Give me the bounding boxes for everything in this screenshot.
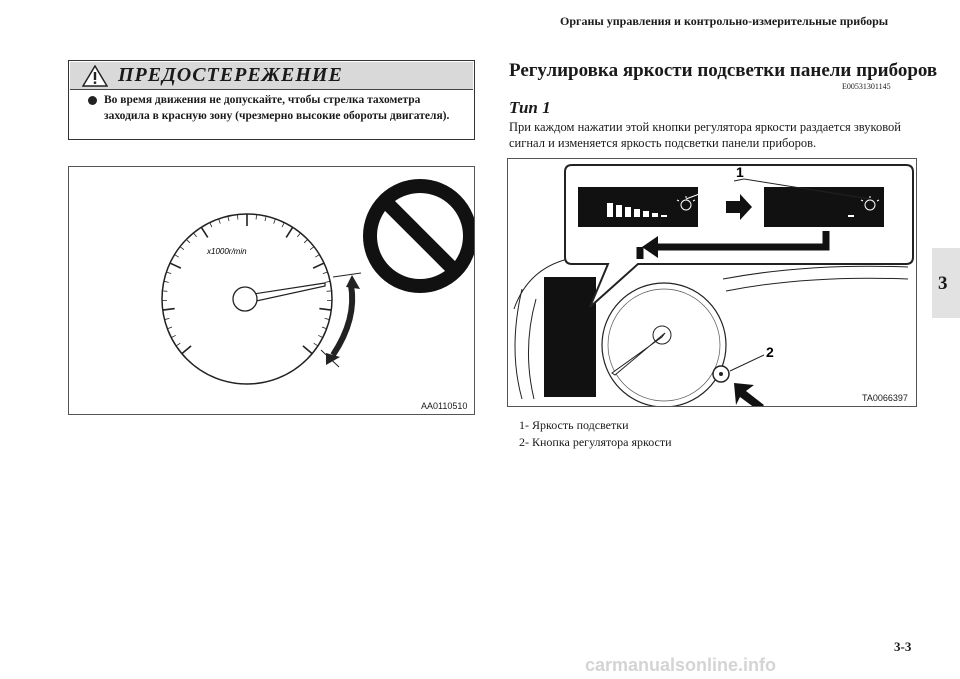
tick-major: [286, 227, 292, 237]
callout-number-1: 1: [736, 164, 744, 180]
tick-minor: [304, 239, 308, 243]
page-number: 3-3: [894, 639, 912, 654]
chapter-tab-label: 3: [938, 273, 948, 294]
needle-hub: [233, 287, 257, 311]
tick-minor: [297, 233, 300, 237]
page-header-title: Органы управления и контрольно-измерительные приборы: [560, 14, 889, 28]
tick-minor: [256, 215, 257, 220]
tick-major: [182, 346, 191, 354]
warning-triangle-icon: [82, 65, 108, 87]
tick-minor: [315, 255, 319, 258]
tick-minor: [325, 281, 330, 282]
display-bright: [578, 187, 698, 227]
red-zone-arrow: [321, 273, 361, 367]
brightness-figure: [507, 158, 917, 407]
tick-minor: [180, 247, 184, 250]
warning-header: [70, 62, 473, 90]
tick-minor: [194, 233, 197, 237]
tick-minor: [219, 219, 221, 224]
body-text: При каждом нажатии этой кнопки регулятора яркости раздается звуковой сигнал и изменяется яркость подсветки панели приборов.: [509, 120, 901, 150]
tick-major: [201, 227, 207, 237]
figure-code: TA0066397: [862, 393, 908, 403]
tick-minor: [310, 247, 314, 250]
tick-minor: [210, 223, 212, 227]
zoom-bubble: [565, 165, 913, 307]
tick-minor: [314, 343, 318, 346]
tick-minor: [175, 255, 179, 258]
speedometer-dial: [602, 283, 726, 406]
tick-minor: [323, 272, 328, 274]
tick-minor: [228, 216, 229, 221]
tick-minor: [167, 327, 172, 329]
tick-major: [303, 346, 312, 354]
bullet-icon: [88, 96, 97, 105]
section-title: Регулировка яркости подсветки панели приборов: [509, 60, 938, 81]
tachometer-unit-label: x1000r/min: [207, 247, 247, 256]
tick-minor: [322, 327, 327, 329]
display-dim: [764, 187, 884, 227]
tick-major: [313, 263, 324, 268]
speedometer-needle: [612, 333, 665, 375]
tick-minor: [165, 318, 170, 319]
tick-minor: [318, 335, 322, 337]
warning-title: ПРЕДОСТЕРЕЖЕНИЕ: [118, 64, 343, 86]
instrument-panel-illustration: [508, 159, 916, 406]
chapter-tab: [932, 248, 960, 318]
tick-major: [319, 309, 331, 311]
tachometer-illustration: [69, 167, 474, 414]
caption-1: 1- Яркость подсветки: [519, 418, 629, 432]
caption-2: 2- Кнопка регулятора яркости: [519, 435, 672, 449]
type-title: Тип 1: [509, 98, 551, 117]
dark-display: [544, 277, 596, 397]
tick-minor: [325, 318, 330, 319]
tick-minor: [166, 272, 171, 274]
brightness-min-bar: [848, 215, 854, 217]
tick-minor: [282, 223, 284, 227]
tick-minor: [164, 281, 169, 282]
tick-minor: [171, 335, 175, 337]
tachometer-needle: [247, 283, 325, 303]
tick-minor: [237, 215, 238, 220]
tick-minor: [265, 216, 266, 221]
warning-box: [68, 60, 475, 140]
callout-number-2: 2: [766, 344, 774, 360]
tick-minor: [186, 239, 190, 243]
tick-minor: [274, 219, 276, 224]
tick-major: [170, 263, 181, 268]
callout-arrow-icon: [734, 383, 764, 406]
tachometer-figure: [68, 166, 475, 415]
tick-minor: [176, 343, 180, 346]
figure-code: AA0110510: [421, 401, 468, 411]
warning-text: Во время движения не допускайте, чтобы стрелка тахометра заходила в красную зону (чрезмерно высокие обороты двигателя).: [104, 94, 450, 122]
prohibition-sign-icon: [370, 186, 470, 286]
tick-major: [163, 309, 175, 311]
section-code: E00531301145: [842, 82, 891, 91]
watermark: carmanualsonline.info: [585, 655, 777, 675]
